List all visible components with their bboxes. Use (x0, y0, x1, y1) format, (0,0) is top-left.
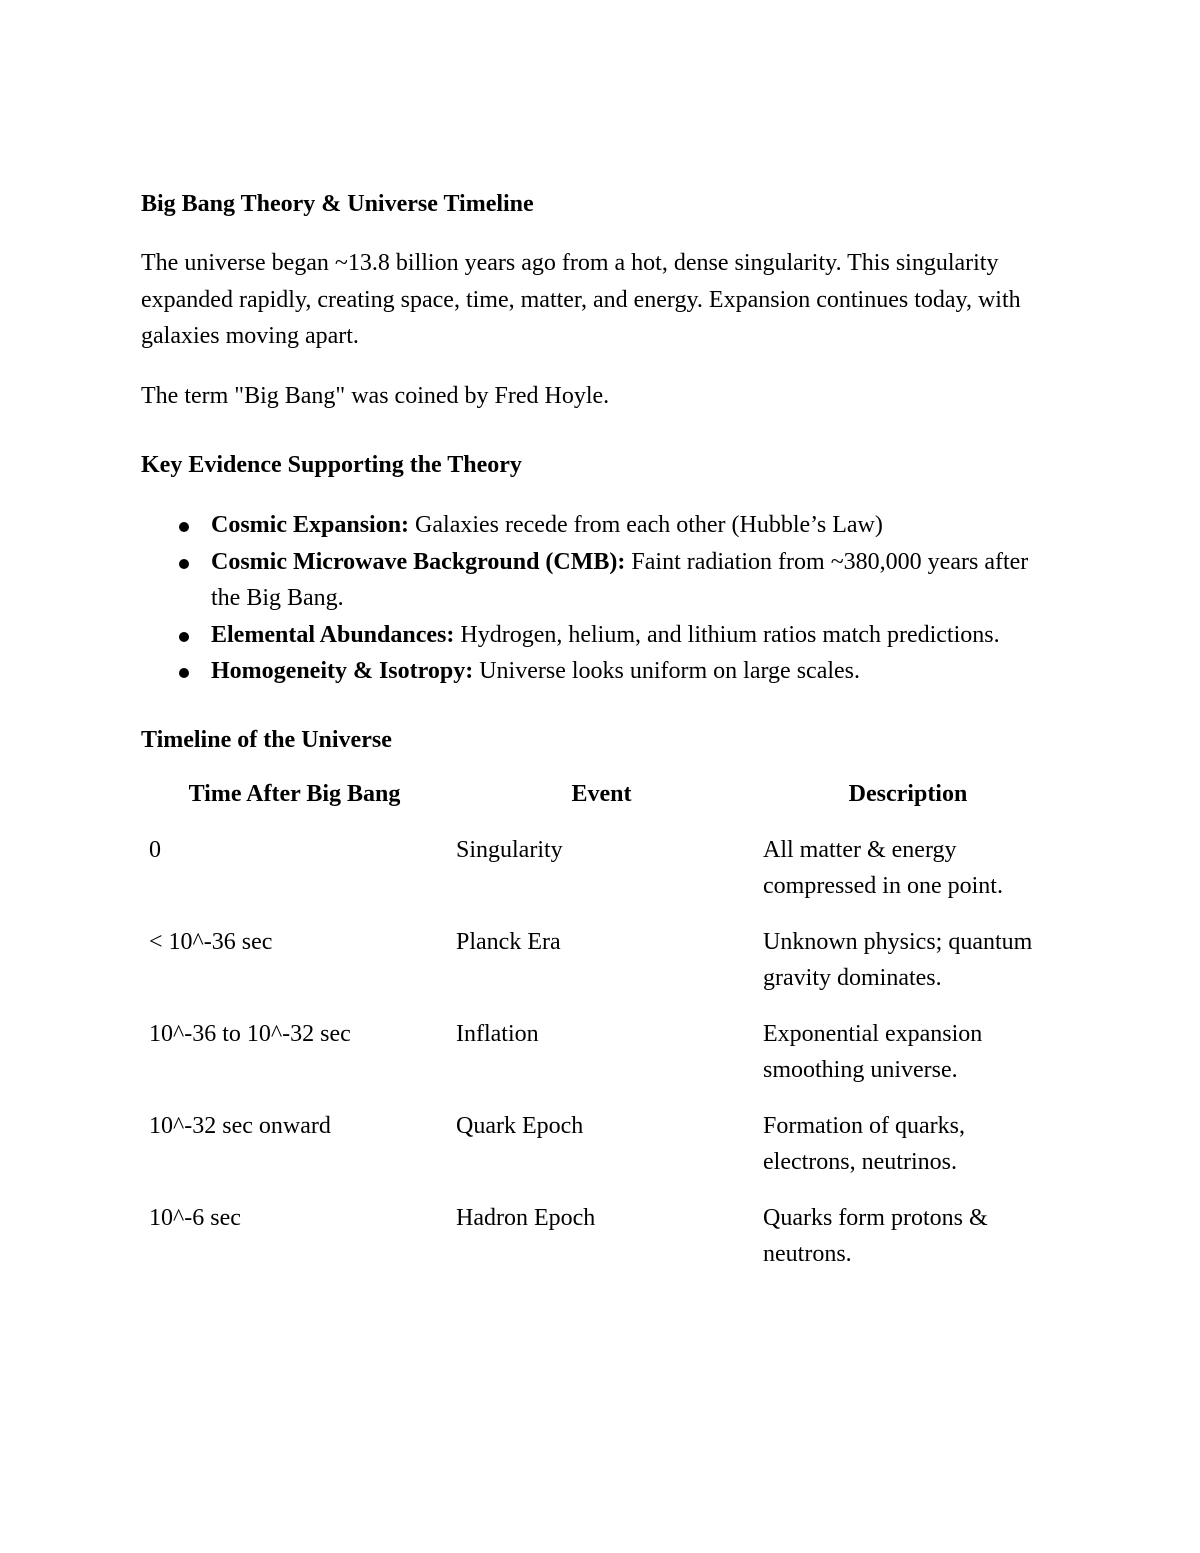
cell-description: Formation of quarks, electrons, neutrinos. (763, 1112, 965, 1175)
evidence-list (141, 507, 1061, 690)
table-row (141, 1200, 1061, 1292)
timeline-table (141, 776, 1061, 1292)
bullet-icon (179, 632, 189, 642)
table-row (141, 1108, 1061, 1200)
bullet-icon (179, 522, 189, 532)
bullet-icon (179, 559, 189, 569)
cell-time: 10^-36 to 10^-32 sec (149, 1020, 351, 1047)
evidence-item (141, 617, 1061, 654)
cell-description: All matter & energy compressed in one point. (763, 836, 1003, 899)
column-header-event: Event (571, 780, 632, 807)
cell-time: < 10^-36 sec (149, 928, 273, 955)
evidence-item (141, 507, 1061, 544)
evidence-item (141, 653, 1061, 690)
cell-description: Exponential expansion smoothing universe. (763, 1020, 983, 1083)
evidence-text: Hydrogen, helium, and lithium ratios match predictions. (454, 621, 1000, 648)
cell-time: 0 (149, 836, 161, 863)
cell-event: Hadron Epoch (456, 1204, 596, 1231)
cell-time: 10^-6 sec (149, 1204, 241, 1231)
evidence-item (141, 544, 1061, 617)
document-page (141, 186, 1061, 1292)
document-title: Big Bang Theory & Universe Timeline (141, 191, 534, 217)
table-row (141, 832, 1061, 924)
evidence-term: Cosmic Microwave Background (CMB): (211, 548, 626, 575)
cell-event: Planck Era (456, 928, 561, 955)
cell-description: Quarks form protons & neutrons. (763, 1204, 988, 1267)
cell-event: Quark Epoch (456, 1112, 584, 1139)
evidence-term: Elemental Abundances: (211, 621, 455, 648)
column-header-description: Description (848, 780, 968, 807)
evidence-term: Cosmic Expansion: (211, 512, 410, 538)
cell-event: Singularity (456, 836, 563, 863)
evidence-term: Homogeneity & Isotropy: (211, 658, 474, 684)
evidence-text: Faint radiation from ~380,000 years after the Big Bang. (211, 548, 1029, 611)
table-row (141, 924, 1061, 1016)
intro-paragraph: The universe began ~13.8 billion years ago from a hot, dense singularity. This singularity expanded rapidly, creating space, time, matter, and energy. Expansion continues today, with galaxies moving apart. (141, 250, 1021, 349)
cell-time: 10^-32 sec onward (149, 1112, 331, 1139)
timeline-heading: Timeline of the Universe (141, 726, 392, 753)
table-row (141, 1016, 1061, 1108)
bullet-icon (179, 668, 189, 678)
table-header-row (141, 776, 1061, 832)
column-header-time: Time After Big Bang (188, 780, 401, 807)
term-paragraph: The term "Big Bang" was coined by Fred Hoyle. (141, 382, 610, 409)
evidence-text: Universe looks uniform on large scales. (473, 658, 861, 684)
cell-description: Unknown physics; quantum gravity dominates. (763, 928, 1033, 991)
evidence-text: Galaxies recede from each other (Hubble’s Law) (409, 512, 883, 538)
evidence-heading: Key Evidence Supporting the Theory (141, 452, 522, 478)
cell-event: Inflation (456, 1020, 539, 1047)
